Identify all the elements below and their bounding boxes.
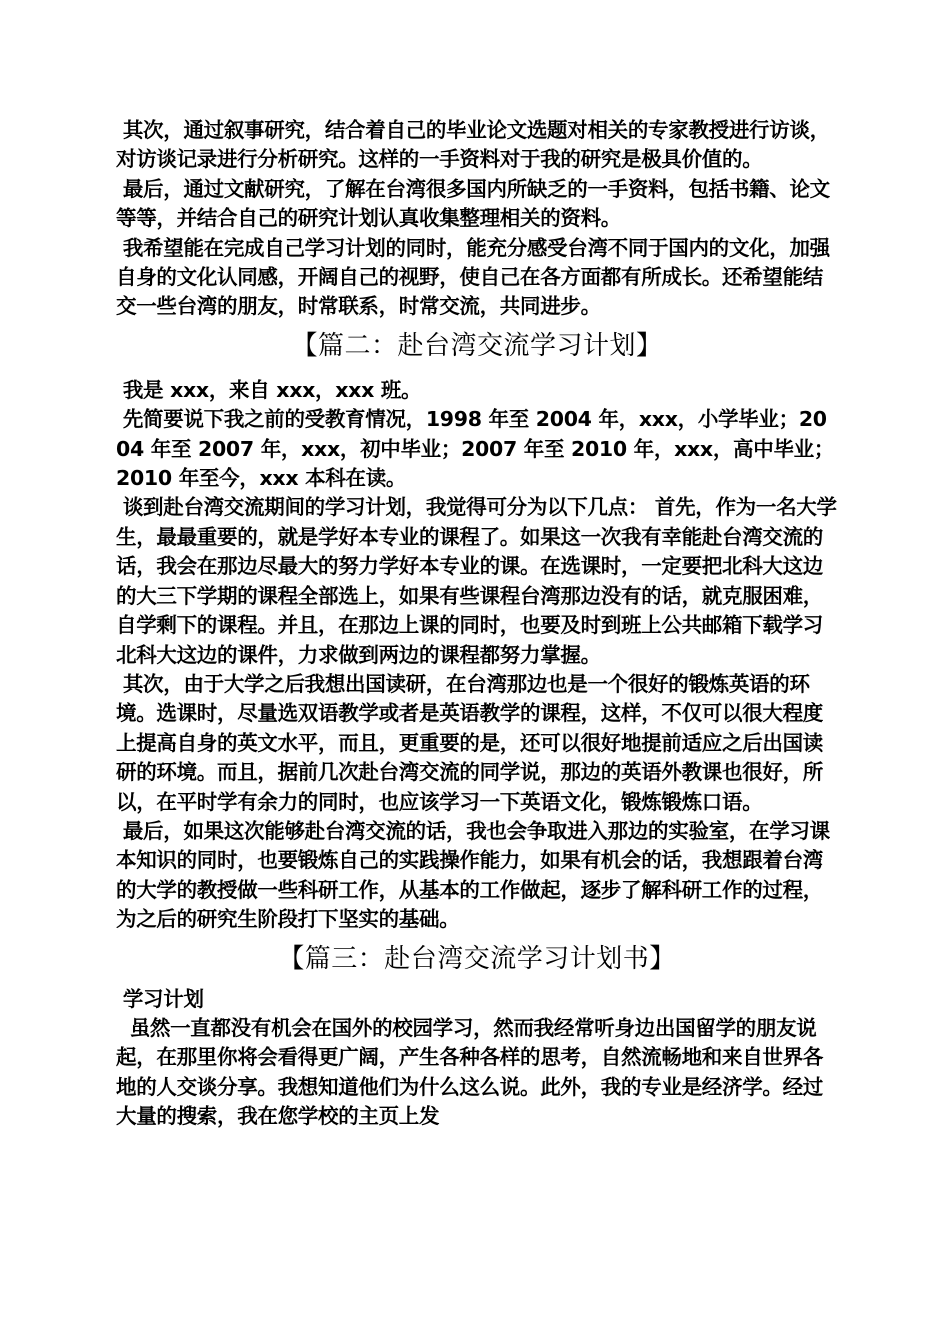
paragraph: 其次，通过叙事研究，结合着自己的毕业论文选题对相关的专家教授进行访谈，对访谈记录进行分析研究。这样的一手资料对于我的研究是极具价值的。 — [116, 118, 830, 172]
section-1 — [116, 116, 838, 322]
paragraph: 虽然一直都没有机会在国外的校园学习，然而我经常听身边出国留学的朋友说起，在那里你将会看得更广阔，产生各种各样的思考，自然流畅地和来自世界各地的人交谈分享。我想知道他们为什么这么说。此外，我的专业是经济学。经过大量的搜索，我在您学校的主页上发 — [116, 1015, 823, 1129]
paragraph: 我是 xxx，来自 xxx，xxx 班。 — [116, 377, 422, 402]
paragraph: 其次，由于大学之后我想出国读研，在台湾那边也是一个很好的锻炼英语的环境。选课时，尽量选双语教学或者是英语教学的课程，这样，不仅可以很大程度上提高自身的英文水平，而且，更重要的是，还可以很好地提前适应之后出国读研的环境。而且，据前几次赴台湾交流的同学说，那边的英语外教课也很好，所以，在平时学有余力的同时，也应该学习一下英语文化，锻炼锻炼口语。 — [116, 671, 823, 814]
paragraph: 最后，如果这次能够赴台湾交流的话，我也会争取进入那边的实验室，在学习课本知识的同时，也要锻炼自己的实践操作能力，如果有机会的话，我想跟着台湾的大学的教授做一些科研工作，从基本的工作做起，逐步了解科研工作的过程，为之后的研究生阶段打下坚实的基础。 — [116, 818, 830, 932]
section-2 — [116, 376, 838, 935]
paragraph: 我希望能在完成自己学习计划的同时，能充分感受台湾不同于国内的文化，加强自身的文化认同感，开阔自己的视野，使自己在各方面都有所成长。还希望能结交一些台湾的朋友，时常联系，时常交流，共同进步。 — [116, 235, 830, 319]
paragraph: 谈到赴台湾交流期间的学习计划，我觉得可分为以下几点： 首先，作为一名大学生，最最重要的，就是学好本专业的课程了。如果这一次我有幸能赴台湾交流的话，我会在那边尽最大的努力学好本专业的课。在选课时，一定要把北科大这边的大三下学期的课程全部选上，如果有些课程台湾那边没有的话，就克服困难，自学剩下的课程。并且，在那边上课的同时，也要及时到班上公共邮箱下载学习北科大这边的课件，力求做到两边的课程都努力掌握。 — [116, 495, 837, 667]
paragraph: 先简要说下我之前的受教育情况，1998 年至 2004 年，xxx，小学毕业；2004 年至 2007 年，xxx，初中毕业；2007 年至 2010 年，xxx，高中毕业；2010 年至今，xxx 本科在读。 — [116, 407, 835, 491]
section-heading-2: 【篇二：赴台湾交流学习计划】 — [291, 330, 663, 361]
section-3 — [116, 985, 838, 1132]
document-page — [116, 116, 838, 1132]
paragraph: 最后，通过文献研究，了解在台湾很多国内所缺乏的一手资料，包括书籍、论文等等，并结合自己的研究计划认真收集整理相关的资料。 — [116, 176, 830, 231]
section-heading-3: 【篇三：赴台湾交流学习计划书】 — [278, 943, 676, 974]
subheading: 学习计划 — [116, 986, 204, 1011]
